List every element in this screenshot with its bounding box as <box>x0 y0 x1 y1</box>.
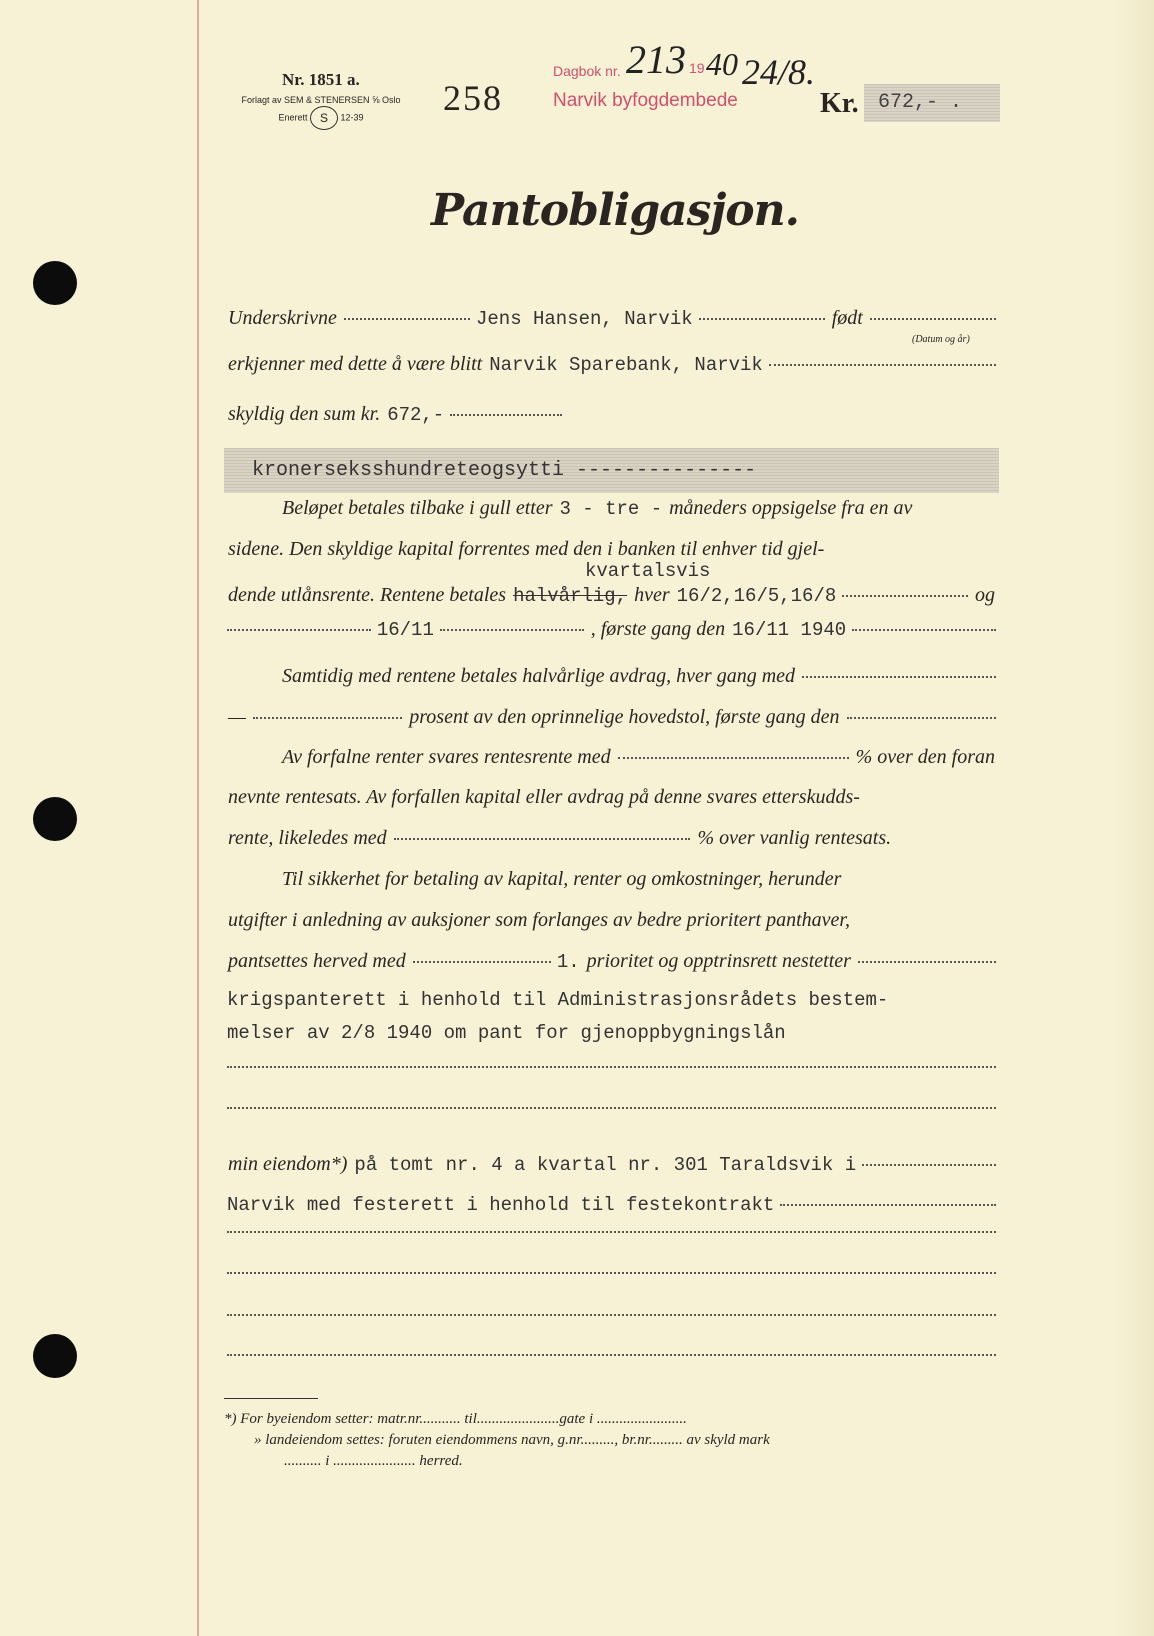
footnote-line: .......... i ...................... herred. <box>284 1453 463 1469</box>
printed-text: % over den foran <box>855 746 995 768</box>
text-line <box>224 1111 999 1135</box>
document-title: Pantobligasjon. <box>431 185 799 236</box>
text-line <box>224 352 999 376</box>
printed-text: % over vanlig rentesats. <box>697 827 892 849</box>
printed-text: dende utlånsrente. Rentene betales <box>228 584 507 606</box>
text-line <box>224 1193 999 1217</box>
printed-text: utgifter i anledning av auksjoner som forlanges av bedre prioritert panthaver, <box>228 909 850 931</box>
punch-hole <box>33 1334 77 1378</box>
publisher-info <box>226 94 416 130</box>
punch-hole <box>33 261 77 305</box>
text-line <box>224 908 999 932</box>
typed-entry: melser av 2/8 1940 om pant for gjenoppbygningslån <box>227 1022 786 1044</box>
punch-hole <box>33 797 77 841</box>
printed-text: Av forfalne renter svares rentesrente med <box>282 746 611 768</box>
text-line <box>224 705 999 729</box>
kr-label: Kr. <box>820 88 859 119</box>
page-edge <box>1114 0 1154 1636</box>
dotted-fill <box>450 414 562 416</box>
text-line <box>224 949 999 973</box>
printed-text: — <box>228 706 246 728</box>
printed-text: Beløpet betales tilbake i gull etter <box>282 497 553 519</box>
text-line <box>224 745 999 769</box>
page-number: 258 <box>443 78 503 118</box>
text-line <box>224 867 999 891</box>
text-line <box>224 1070 999 1094</box>
printed-text: skyldig den sum kr. <box>228 403 381 425</box>
typed-entry: 3 - tre - <box>559 498 663 520</box>
dotted-fill <box>227 629 371 631</box>
typed-entry: 16/2,16/5,16/8 <box>676 585 837 607</box>
amount-in-words: kronerseksshundreteogsytti --------------- <box>224 448 999 493</box>
publisher-date: 12-39 <box>340 112 364 123</box>
typed-entry: 1. <box>556 951 580 973</box>
footnote-line: *) For byeiendom setter: matr.nr........... til......................gate i ........................ <box>224 1411 687 1427</box>
text-line <box>224 402 604 426</box>
dotted-fill <box>862 1164 996 1166</box>
dotted-fill <box>769 364 996 366</box>
publisher-name: Forlagt av SEM & STENERSEN ⅝ Oslo <box>241 95 401 105</box>
typed-entry: 16/11 1940 <box>732 619 847 641</box>
printed-text: min eiendom*) <box>228 1153 348 1175</box>
dotted-fill <box>344 318 470 320</box>
dotted-fill <box>227 1066 996 1068</box>
text-line <box>224 1276 999 1300</box>
date-caption: (Datum og år) <box>912 334 970 345</box>
dotted-fill <box>852 629 996 631</box>
stamp-year-prefix: 19 <box>689 60 705 76</box>
text-line <box>224 496 999 520</box>
text-line <box>224 1152 999 1176</box>
printed-text: erkjenner med dette å være blitt <box>228 353 483 375</box>
text-line <box>224 1318 999 1342</box>
dotted-fill <box>618 757 849 759</box>
printed-text: Underskrivne <box>228 307 337 329</box>
dotted-fill <box>780 1204 996 1206</box>
printed-text: og <box>975 584 995 606</box>
printed-text: født <box>831 307 863 329</box>
printed-text: hver <box>634 584 670 606</box>
dotted-fill <box>227 1314 996 1316</box>
text-line <box>224 1358 999 1382</box>
printed-text: prioritet og opptrinsrett nestetter <box>586 950 851 972</box>
dotted-fill <box>227 1354 996 1356</box>
text-line <box>224 583 999 607</box>
printed-text: , første gang den <box>590 618 726 640</box>
printed-text: måneders oppsigelse fra en av <box>669 497 913 519</box>
dotted-fill <box>699 318 825 320</box>
dotted-fill <box>253 717 402 719</box>
dotted-fill <box>394 838 691 840</box>
text-line <box>224 664 999 688</box>
dotted-fill <box>870 318 996 320</box>
printed-text: pantsettes herved med <box>228 950 406 972</box>
text-line <box>224 785 999 809</box>
typed-entry: Jens Hansen, Narvik <box>475 308 693 330</box>
typed-entry: 672,- <box>387 404 445 426</box>
dotted-fill <box>847 717 996 719</box>
printed-text: prosent av den oprinnelige hovedstol, første gang den <box>409 706 840 728</box>
typed-entry: Narvik Sparebank, Narvik <box>489 354 763 376</box>
typed-entry: på tomt nr. 4 a kvartal nr. 301 Taraldsvik i <box>354 1154 857 1176</box>
footnote-line: » landeiendom settes: foruten eiendommens navn, g.nr........., br.nr......... av skyld mark <box>254 1432 770 1448</box>
typed-entry: Narvik med festerett i henhold til festekontrakt <box>227 1194 775 1216</box>
typed-entry: 16/11 <box>376 619 434 641</box>
date-handwritten: 24/8. <box>742 52 816 92</box>
text-line <box>224 826 999 850</box>
dotted-fill <box>227 1231 996 1233</box>
dotted-fill <box>858 961 996 963</box>
stamp-dagbok-label: Dagbok nr. <box>553 63 621 79</box>
text-line <box>224 1235 999 1259</box>
stamp-office: Narvik byfogdembede <box>553 90 738 111</box>
printed-text: sidene. Den skyldige kapital forrentes med den i banken til enhver tid gjel- <box>228 538 825 560</box>
printed-text: rente, likeledes med <box>228 827 387 849</box>
text-line <box>224 537 999 561</box>
publisher-rights: Enerett <box>278 112 308 123</box>
struck-text: halvårlig, <box>513 585 628 607</box>
publisher-logo: S <box>310 106 338 130</box>
dotted-fill <box>413 961 551 963</box>
printed-text: Til sikkerhet for betaling av kapital, renter og omkostninger, herunder <box>282 868 842 890</box>
interest-correction: kvartalsvis <box>585 560 711 582</box>
text-line <box>224 306 999 330</box>
dotted-fill <box>802 676 996 678</box>
red-margin-line <box>197 0 199 1636</box>
text-line <box>224 988 999 1012</box>
dagbok-number: 213 <box>626 37 686 82</box>
dotted-fill <box>842 595 968 597</box>
kr-amount: 672,- . <box>864 84 1000 122</box>
text-line <box>224 617 999 641</box>
dotted-fill <box>227 1272 996 1274</box>
printed-text: nevnte rentesats. Av forfallen kapital eller avdrag på denne svares etterskudds- <box>228 786 860 808</box>
text-line <box>224 1021 999 1045</box>
year-handwritten: 40 <box>706 46 738 82</box>
printed-text: Samtidig med rentene betales halvårlige avdrag, hver gang med <box>282 665 796 687</box>
footnote-divider <box>224 1398 318 1399</box>
form-number: Nr. 1851 a. <box>282 70 360 89</box>
dotted-fill <box>440 629 584 631</box>
typed-entry: krigspanterett i henhold til Administrasjonsrådets bestem- <box>227 989 889 1011</box>
dotted-fill <box>227 1107 996 1109</box>
